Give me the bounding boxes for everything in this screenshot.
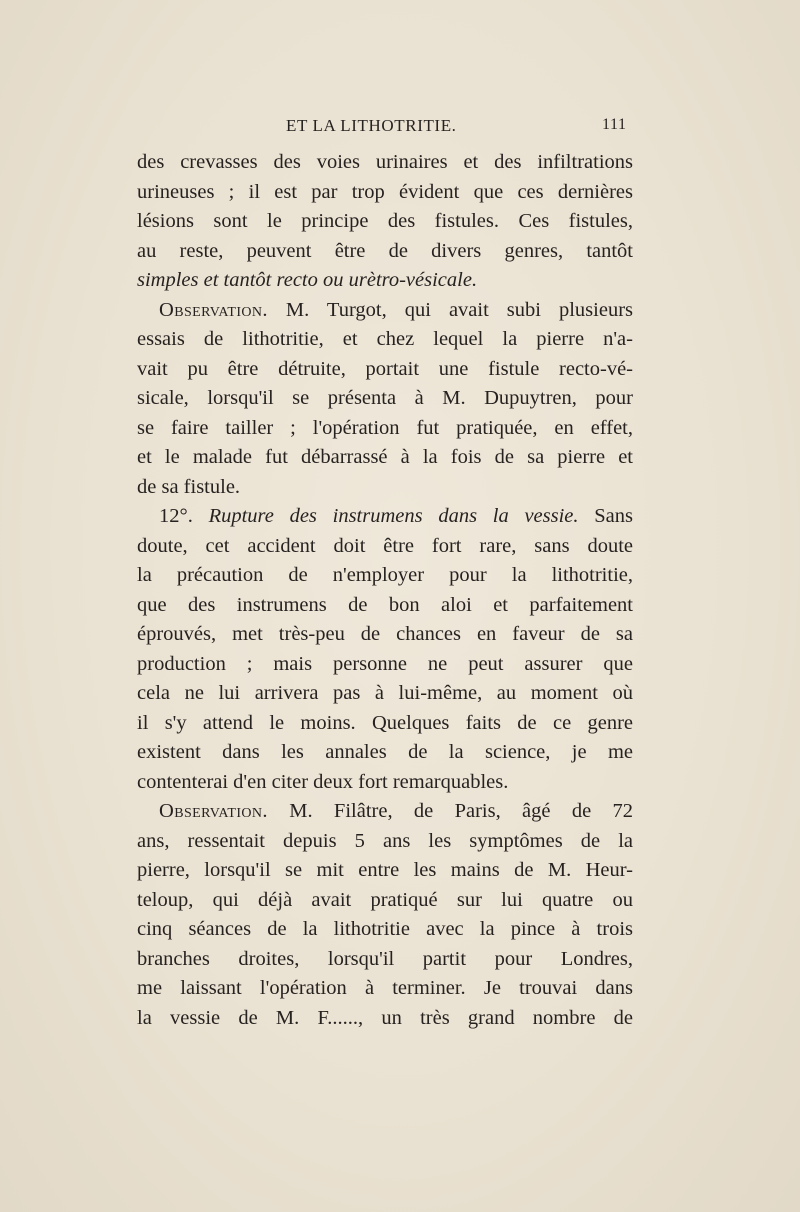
text-line: Observation. M. Filâtre, de Paris, âgé de 72 [159, 800, 633, 822]
text-line: au reste, peuvent être de divers genres, tantôt [137, 239, 633, 262]
text-line: 12°. Rupture des instrumens dans la vessie. Sans [159, 505, 634, 527]
text-line: doute, cet accident doit être fort rare, sans doute [137, 534, 633, 557]
running-head [0, 116, 800, 140]
text-line: que des instrumens de bon aloi et parfaitement [137, 593, 633, 616]
text-line: et le malade fut débarrassé à la fois de sa pierre et [137, 446, 633, 468]
observation-heading: Observation. [159, 800, 268, 822]
text-line: la précaution de n'employer pour la lithotritie, [137, 564, 633, 586]
text-line: la vessie de M. F......, un très grand nombre de [137, 1006, 633, 1029]
text-line: sicale, lorsqu'il se présenta à M. Dupuytren, pour [137, 387, 633, 409]
page-number: 111 [602, 116, 627, 133]
text-line: cinq séances de la lithotritie avec la pince à trois [137, 918, 633, 940]
running-head-title: ET LA LITHOTRITIE. [286, 116, 457, 135]
text-line: cela ne lui arrivera pas à lui-même, au moment où [137, 682, 633, 704]
text-line: il s'y attend le moins. Quelques faits de ce genre [137, 711, 633, 734]
text-line: pierre, lorsqu'il se mit entre les mains de M. Heur- [137, 859, 633, 881]
text-line: contenterai d'en citer deux fort remarquables. [137, 770, 509, 793]
text-line: lésions sont le principe des fistules. Ces fistules, [137, 210, 633, 232]
text-line: teloup, qui déjà avait pratiqué sur lui quatre ou [137, 888, 633, 911]
text-line: simples et tantôt recto ou urètro-vésicale. [137, 269, 478, 291]
text-line: Observation. M. Turgot, qui avait subi plusieurs [159, 298, 633, 321]
text-line: existent dans les annales de la science, je me [137, 741, 633, 763]
text-line: essais de lithotritie, et chez lequel la pierre n'a- [137, 328, 633, 350]
text-line: production ; mais personne ne peut assurer que [137, 652, 633, 675]
body-text [137, 148, 633, 1033]
text-line: des crevasses des voies urinaires et des infiltrations [137, 151, 633, 173]
section-heading: Rupture des instrumens dans la vessie. [208, 505, 579, 527]
text-line: éprouvés, met très-peu de chances en faveur de sa [137, 623, 633, 645]
text-line: se faire tailler ; l'opération fut pratiquée, en effet, [137, 416, 633, 439]
text-line: de sa fistule. [137, 475, 241, 498]
section-number: 12°. [159, 505, 209, 527]
text-line: vait pu être détruite, portait une fistule recto-vé- [137, 357, 633, 380]
text-line: me laissant l'opération à terminer. Je trouvai dans [137, 977, 633, 999]
observation-heading: Observation. [159, 298, 268, 321]
text-line: ans, ressentait depuis 5 ans les symptômes de la [137, 829, 633, 852]
text-line: urineuses ; il est par trop évident que ces dernières [137, 180, 633, 203]
text-line: branches droites, lorsqu'il partit pour Londres, [137, 947, 633, 970]
